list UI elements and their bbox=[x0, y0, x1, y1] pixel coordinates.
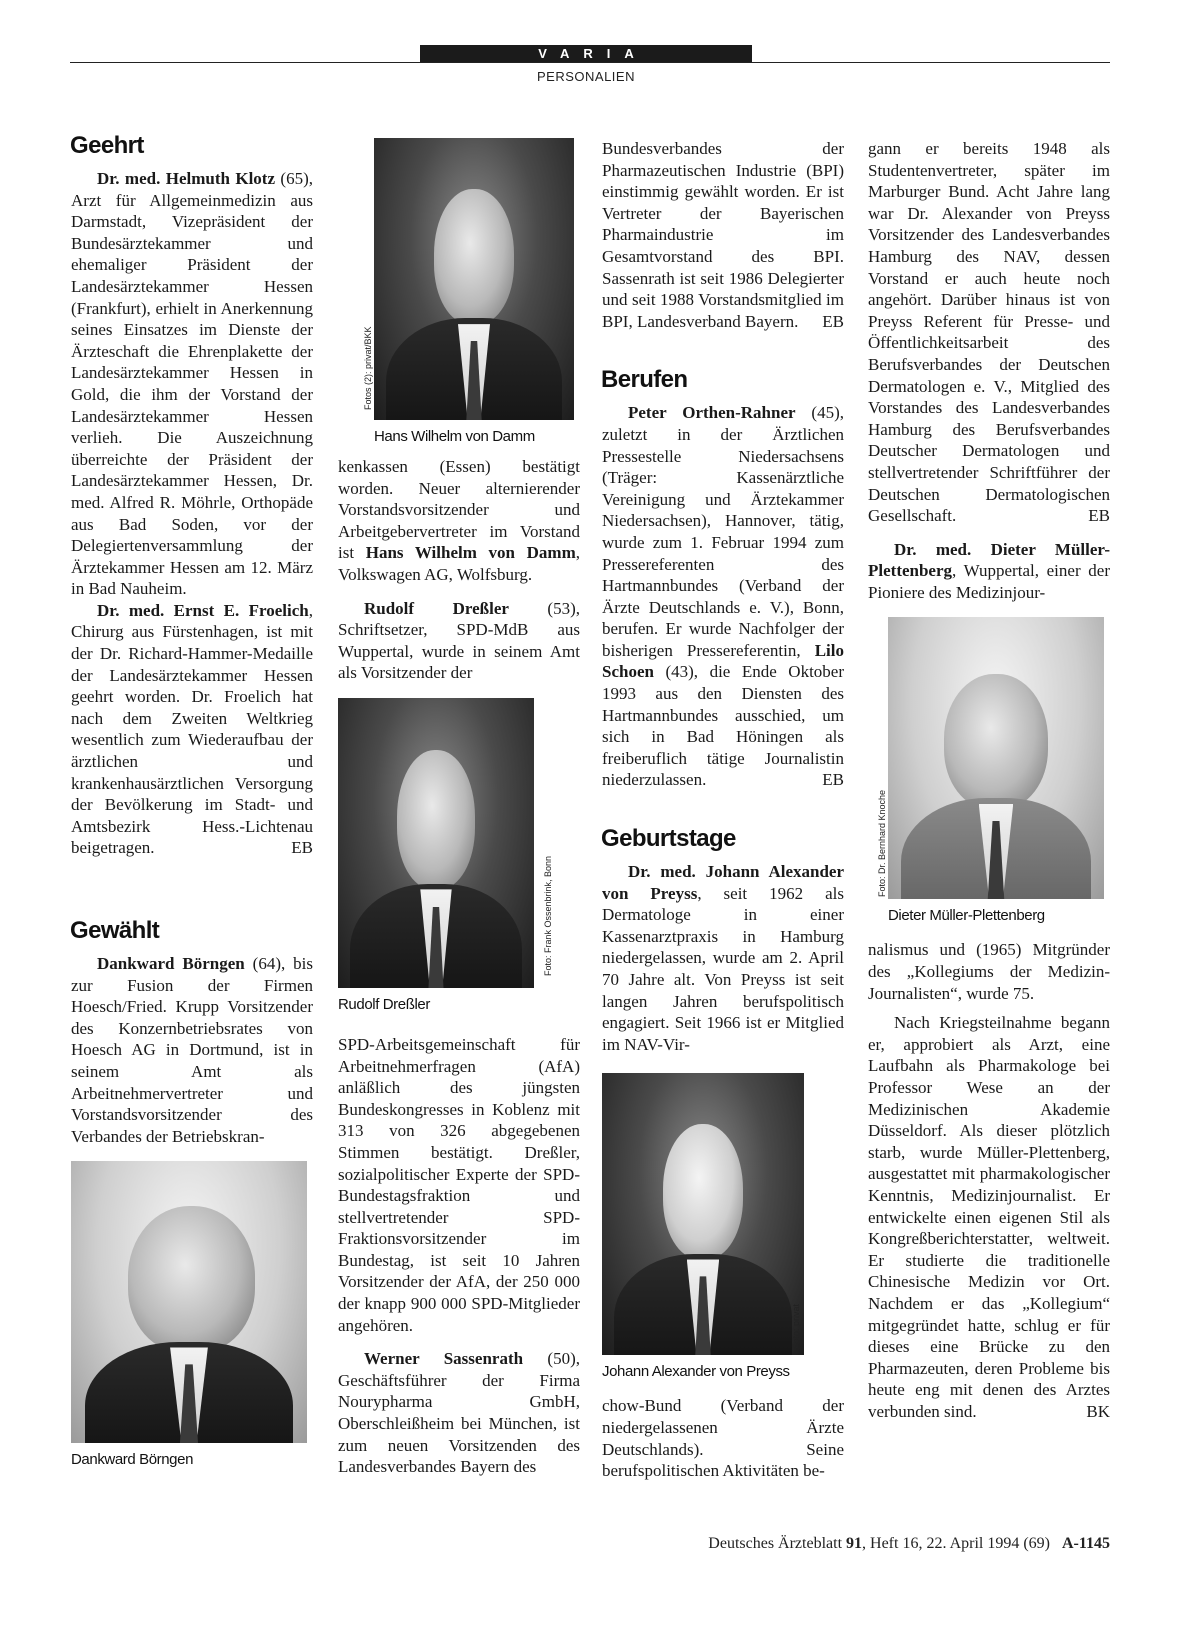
paragraph-text: Nach Kriegsteilnahme begann er, approbiert als Arzt, eine Laufbahn als Pharmakologe bei Professor Wese an der Medizinischen Akademie Düsseldorf. Als dieser plötzlich starb, wurde Müller-Plettenberg, ausgestattet mit pharmakologischer Kenntnis, Medizinjournalist. Er entwickelte einen eigenen Stil als Kongreßberichterstatter, weltweit. Er studierte die traditionelle Chinesische Medizin vor Ort. Nachdem er das „Kollegium“ mitgegründet hatte, schlug er für dieses eine Brücke zu den Pharmazeuten, deren Probleme bis heute eng mit denen des Arztes verbunden sind. bbox=[868, 1013, 1110, 1421]
person-name: Peter Orthen-Rahner bbox=[628, 403, 796, 423]
person-name: Hans Wilhelm von Damm bbox=[365, 543, 576, 563]
header-rule bbox=[70, 62, 1110, 63]
heading-berufen: Berufen bbox=[601, 366, 688, 394]
column-1 bbox=[71, 132, 313, 1479]
column-3 bbox=[602, 138, 844, 1482]
paragraph-sassenrath-cont bbox=[602, 138, 844, 332]
photo-credit: Foto: Frank Ossenbrink, Bonn bbox=[543, 855, 553, 976]
portrait-photo-mueller-plettenberg bbox=[877, 617, 1104, 899]
issue-info: , Heft 16, 22. April 1994 (69) bbox=[862, 1535, 1050, 1552]
paragraph-von-preyss-cont: chow-Bund (Verband der niedergelassenen Ärzte Deutschlands). Seine berufspolitischen Aktivitäten be- bbox=[602, 1396, 844, 1481]
photo-caption: Dieter Müller-Plettenberg bbox=[888, 907, 1045, 925]
page-number: A-1145 bbox=[1062, 1535, 1110, 1552]
paragraph-text: (64), bis zur Fusion der Firmen Hoesch/Fried. Krupp Vorsitzender des Konzernbetriebsrates von Hoesch AG in Dortmund, ist in seinem Amt als Arbeitnehmervertreter und Vorstandsvorsitzender des Verbandes der Betriebskran- bbox=[71, 954, 313, 1146]
person-name: Dr. med. Helmuth Klotz bbox=[97, 169, 276, 188]
paragraph-froelich bbox=[71, 600, 313, 859]
paragraph-text: , Volkswagen AG, Wolfsburg. bbox=[338, 543, 580, 584]
paragraph-dressler-cont: SPD-Arbeitsgemeinschaft für Arbeitnehmerfragen (AfA) anläßlich des jüngsten Bundeskongresses in Koblenz mit 313 von 326 abgegebenen Stimmen bestätigt. Dreßler, sozialpolitischer Experte der SPD-Bundestagsfraktion und stellvertretender SPD-Fraktionsvorsitzender im Bundestag, ist seit 10 Jahren Vorsitzender der AfA, der 250 000 der knapp 900 000 SPD-Mitglieder angehören. bbox=[338, 1034, 580, 1335]
portrait-photo-dressler bbox=[338, 698, 553, 988]
portrait-photo-von-damm bbox=[363, 138, 574, 420]
portrait-photo-von-preyss bbox=[602, 1073, 804, 1355]
photo-credit: Foto: Dr. Bernhard Knoche bbox=[877, 790, 887, 898]
author-sig: BK bbox=[1086, 1401, 1110, 1421]
paragraph-text: (65), Arzt für Allgemeinmedizin aus Darmstadt, Vizepräsident der Bundesärztekammer und ehemaliger Präsident der Landesärztekammer Hessen (Frankfurt), erhielt in Anerkennung seines Einsatzes im Dienste der Ärzteschaft die Ehrenplakette der Landesärztekammer Hessen in Gold, die ihm der Vorstand der Landesärztekammer Hessen verlieh. Die Auszeichnung überreichte der Präsident der Landesärztekammer Hessen, Dr. med. Alfred R. Möhrle, Orthopäde aus Bad Soden, vor der Delegiertenversammlung der Ärztekammer Hessen am 12. März in Bad Nauheim. bbox=[71, 169, 313, 599]
paragraph-von-preyss bbox=[602, 861, 844, 1055]
author-sig: EB bbox=[1088, 506, 1110, 526]
paragraph-text: gann er bereits 1948 als Studentenvertreter, später im Marburger Bund. Acht Jahre lang war Dr. Alexander von Preyss Vorsitzender des Landesverbandes Hamburg des NAV, dessen Vorstand er auch heute noch angehört. Darüber hinaus ist von Preyss Referent für Presse- und Öffentlichkeitsarbeit des Berufsverbandes der Deutschen Dermatologen e. V., Mitglied des Vorstandes des Landesverbandes Hamburg des Berufsverbandes Deutscher Dermatologen und stellvertretender Schriftführer der Deutschen Dermatologischen Gesellschaft. bbox=[868, 139, 1110, 526]
volume-number: 91 bbox=[846, 1535, 863, 1552]
photo-credit: Fotos (2): privat/BKK bbox=[363, 326, 373, 410]
author-sig: EB bbox=[291, 838, 313, 858]
paragraph-text: (53), Schriftsetzer, SPD-MdB aus Wuppertal, wurde in seinem Amt als Vorsitzender der bbox=[338, 598, 581, 683]
paragraph-mueller-plettenberg-cont: nalismus und (1965) Mitgründer des „Kollegiums der Medizin-Journalisten“, wurde 75. bbox=[868, 940, 1110, 1003]
section-title: VARIA bbox=[538, 46, 648, 61]
heading-geburtstage: Geburtstage bbox=[601, 825, 736, 853]
paragraph-mueller-plettenberg-career bbox=[868, 1012, 1110, 1422]
heading-gewaehlt: Gewählt bbox=[70, 917, 160, 944]
journal-name: Deutsches Ärzteblatt bbox=[708, 1535, 847, 1552]
photo-caption: Johann Alexander von Preyss bbox=[602, 1363, 790, 1381]
photo-caption: Rudolf Dreßler bbox=[338, 995, 430, 1013]
paragraph-text: (50), Geschäftsführer der Firma Nourypharma GmbH, Oberschleißheim bei München, ist zum neuen Vorsitzenden des Landesverbandes Bayern des bbox=[338, 1349, 580, 1477]
column-4 bbox=[868, 138, 1110, 1423]
author-sig: EB bbox=[822, 311, 844, 331]
page-footer bbox=[600, 1535, 1110, 1553]
person-name: Lilo Schoen bbox=[602, 640, 844, 682]
paragraph-klotz bbox=[71, 168, 313, 600]
photo-credit: Foto: privat bbox=[791, 1304, 801, 1350]
paragraph-von-damm bbox=[338, 456, 580, 586]
photo-caption: Hans Wilhelm von Damm bbox=[374, 428, 535, 445]
paragraph-text: , Chirurg aus Fürstenhagen, ist mit der Dr. Richard-Hammer-Medaille der Landesärztekammer Hessen geehrt worden. Dr. Froelich hat nach dem Zweiten Weltkrieg wesentlich zum Wiederaufbau der ärztlichen und krankenhausärztlichen Versorgung der Bevölkerung im Stadt- und Amtsbezirk Hess.-Lichtenau beigetragen. bbox=[71, 600, 313, 858]
paragraph-text: , seit 1962 als Dermatologe in einer Kassenarztpraxis in Hamburg niedergelassen, wurde am 2. April 70 Jahre alt. Von Preyss ist seit langen Jahren berufspolitisch engagiert. Seit 1966 ist er Mitglied im NAV-Vir- bbox=[602, 883, 844, 1054]
person-name: Dr. med. Johann Alexander von Preyss bbox=[602, 862, 844, 903]
paragraph-von-preyss-cont2 bbox=[868, 138, 1110, 527]
paragraph-text: Bundesverbandes der Pharmazeutischen Industrie (BPI) einstimmig gewählt worden. Er ist Vertreter der Bayerischen Pharmaindustrie im Gesamtvorstand des BPI. Sassenrath ist seit 1986 Delegierter und seit 1988 Vorstandsmitglied im BPI, Landesverband Bayern. bbox=[602, 139, 844, 331]
paragraph-text: (45), zuletzt in der Ärztlichen Pressestelle Niedersachsens (Träger: Kassenärztliche Vereinigung und Ärztekammer Niedersachsen), Hannover, tätig, wurde zum 1. Februar 1994 zum Pressereferenten des Hartmannbundes (Verband der Ärzte Deutschlands e. V.), Bonn, berufen. Er wurde Nachfolger der bisherigen Pressereferentin, bbox=[602, 403, 844, 660]
paragraph-sassenrath bbox=[338, 1348, 580, 1478]
photo-caption: Dankward Börngen bbox=[71, 1451, 194, 1469]
person-name: Werner Sassenrath bbox=[364, 1349, 524, 1369]
paragraph-mueller-plettenberg bbox=[868, 539, 1110, 604]
subsection-title: PERSONALIEN bbox=[537, 69, 635, 84]
portrait-photo-boerngen bbox=[71, 1161, 307, 1443]
author-sig: EB bbox=[822, 770, 844, 790]
paragraph-boerngen bbox=[71, 953, 313, 1147]
paragraph-text: (43), die Ende Oktober 1993 aus den Diensten des Hartmannbundes ausschied, um sich in Bad Höningen als freiberuflich tätige Journalistin niederzulassen. bbox=[602, 662, 844, 790]
person-name: Dr. med. Dieter Müller-Plettenberg bbox=[868, 539, 1110, 581]
column-2 bbox=[338, 138, 580, 1478]
paragraph-dressler bbox=[338, 598, 580, 684]
person-name: Rudolf Dreßler bbox=[364, 598, 509, 618]
heading-geehrt: Geehrt bbox=[70, 132, 144, 159]
paragraph-text: , Wuppertal, einer der Pioniere des Medizinjour- bbox=[868, 561, 1110, 602]
paragraph-text: kenkassen (Essen) bestätigt worden. Neuer alternierender Vorstandsvorsitzender und Arbeitgebervertreter im Vorstand ist bbox=[338, 457, 580, 563]
person-name: Dankward Börngen bbox=[97, 954, 245, 973]
person-name: Dr. med. Ernst E. Froelich bbox=[97, 600, 309, 620]
paragraph-orthen-rahner bbox=[602, 402, 844, 791]
section-banner bbox=[420, 45, 752, 62]
